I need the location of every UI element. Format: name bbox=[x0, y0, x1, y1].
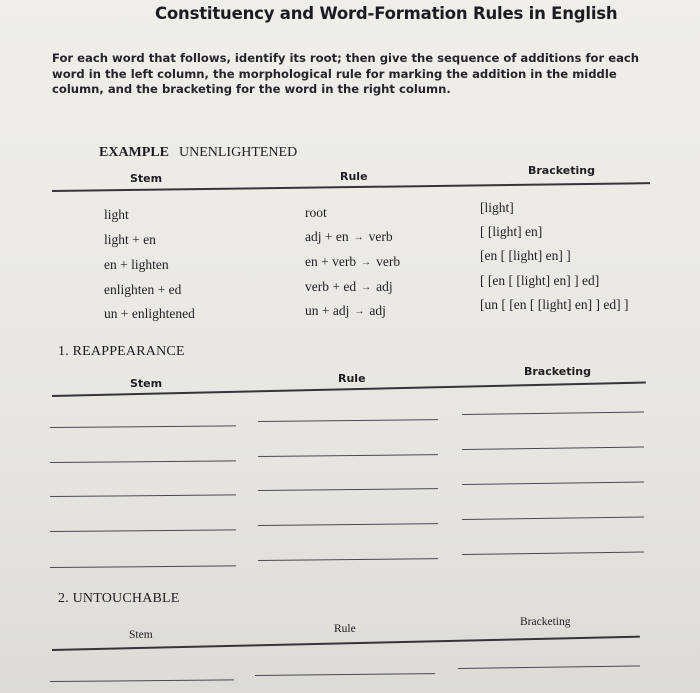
example-word: UNENLIGHTENED bbox=[179, 145, 298, 160]
example-heading bbox=[99, 145, 297, 161]
stem-answer-line[interactable] bbox=[50, 460, 236, 463]
instructions-text: For each word that follows, identify its root; then give the sequence of additions for each word in the left column, the morphological rule for marking the addition in the middle column, and the bracketing for the word in the right column. bbox=[52, 51, 640, 96]
bracketing-answer-line[interactable] bbox=[462, 516, 644, 520]
rule-answer-line[interactable] bbox=[258, 558, 438, 561]
example-header-rule: Rule bbox=[340, 170, 368, 183]
arrow-icon: → bbox=[353, 232, 364, 243]
exercise-1-header-rule: Rule bbox=[338, 372, 366, 385]
page-title: Constituency and Word-Formation Rules in English bbox=[155, 4, 618, 23]
rule-answer-line[interactable] bbox=[258, 523, 438, 526]
exercise-2-header-rule: Rule bbox=[334, 623, 356, 635]
example-row-3-bracketing: [en [ [light] en] ] bbox=[480, 248, 571, 263]
exercise-1-header-bracketing: Bracketing bbox=[524, 365, 591, 378]
arrow-icon: → bbox=[361, 282, 372, 293]
example-header-stem: Stem bbox=[130, 172, 163, 185]
example-row-4-bracketing: [ [en [ [light] en] ] ed] bbox=[480, 273, 600, 288]
example-row-2-bracketing: [ [light] en] bbox=[480, 224, 543, 239]
rule-answer-line[interactable] bbox=[255, 673, 435, 676]
example-row-3-stem: en + lighten bbox=[104, 257, 169, 272]
example-row-4-rule: verb + ed → adj bbox=[305, 279, 393, 294]
example-row-2-stem: light + en bbox=[104, 232, 156, 247]
bracketing-answer-line[interactable] bbox=[458, 665, 640, 669]
exercise-2-header-bracketing: Bracketing bbox=[520, 616, 571, 628]
stem-answer-line[interactable] bbox=[50, 679, 234, 682]
rule-answer-line[interactable] bbox=[258, 488, 438, 491]
exercise-2-heading: 2. UNTOUCHABLE bbox=[58, 591, 180, 606]
rule-answer-line[interactable] bbox=[258, 419, 438, 422]
stem-answer-line[interactable] bbox=[50, 425, 236, 428]
rule-answer-line[interactable] bbox=[258, 454, 438, 457]
example-row-5-rule: un + adj → adj bbox=[305, 303, 386, 318]
bracketing-answer-line[interactable] bbox=[462, 446, 644, 450]
example-row-5-bracketing: [un [ [en [ [light] en] ] ed] ] bbox=[480, 297, 629, 312]
exercise-1-header-stem: Stem bbox=[130, 377, 163, 390]
example-row-5-stem: un + enlightened bbox=[104, 306, 195, 321]
bracketing-answer-line[interactable] bbox=[462, 481, 644, 485]
example-header-bracketing: Bracketing bbox=[528, 164, 595, 177]
stem-answer-line[interactable] bbox=[50, 565, 236, 568]
example-row-2-rule: adj + en → verb bbox=[305, 229, 393, 244]
arrow-icon: → bbox=[354, 306, 365, 317]
example-row-1-stem: light bbox=[104, 207, 129, 222]
stem-answer-line[interactable] bbox=[50, 494, 236, 497]
example-row-1-bracketing: [light] bbox=[480, 200, 514, 215]
bracketing-answer-line[interactable] bbox=[462, 551, 644, 555]
example-row-4-stem: enlighten + ed bbox=[104, 282, 182, 297]
arrow-icon: → bbox=[361, 257, 372, 268]
exercise-1-heading: 1. REAPPEARANCE bbox=[58, 344, 185, 359]
exercise-2-header-stem: Stem bbox=[129, 629, 153, 641]
example-label: EXAMPLE bbox=[99, 145, 169, 160]
example-row-3-rule: en + verb → verb bbox=[305, 254, 401, 269]
stem-answer-line[interactable] bbox=[50, 529, 236, 532]
bracketing-answer-line[interactable] bbox=[462, 411, 644, 415]
example-row-1-rule: root bbox=[305, 205, 327, 220]
